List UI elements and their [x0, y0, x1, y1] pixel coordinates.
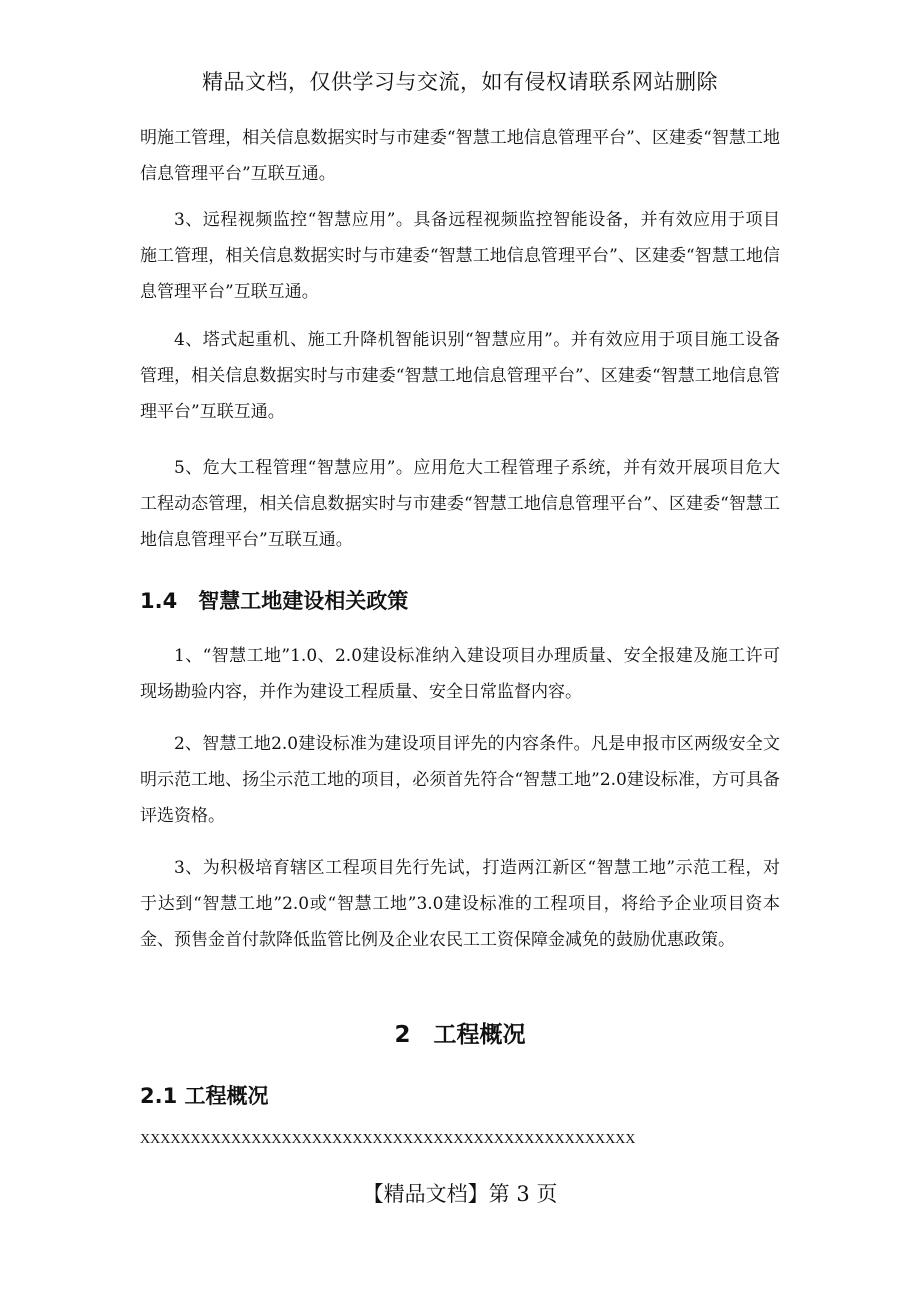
policy-paragraph-3: 3、为积极培育辖区工程项目先行先试，打造两江新区“智慧工地”示范工程，对于达到“智慧工地”2.0或“智慧工地”3.0建设标准的工程项目，将给予企业项目资本金、预售金首付款降低监管比例及企业农民工工资保障金减免的鼓励优惠政策。 [140, 858, 780, 950]
page-footer: 【精品文档】第 3 页 [362, 1182, 558, 1206]
section-heading-1-4: 1.4 智慧工地建设相关政策 [140, 589, 409, 613]
paragraph-item-4: 4、塔式起重机、施工升降机智能识别“智慧应用”。并有效应用于项目施工设备管理，相关信息数据实时与市建委“智慧工地信息管理平台”、区建委“智慧工地信息管理平台”互联互通。 [140, 330, 780, 422]
chapter-heading-2: 2 工程概况 [394, 1022, 526, 1048]
paragraph-continued: 明施工管理，相关信息数据实时与市建委“智慧工地信息管理平台”、区建委“智慧工地信息管理平台”互联互通。 [140, 128, 780, 184]
policy-paragraph-2: 2、智慧工地2.0建设标准为建设项目评先的内容条件。凡是申报市区两级安全文明示范工地、扬尘示范工地的项目，必须首先符合“智慧工地”2.0建设标准，方可具备评选资格。 [140, 734, 780, 826]
section-heading-2-1: 2.1 工程概况 [140, 1084, 269, 1108]
page-header-watermark: 精品文档，仅供学习与交流，如有侵权请联系网站删除 [202, 70, 718, 94]
policy-paragraph-1: 1、“智慧工地”1.0、2.0建设标准纳入建设项目办理质量、安全报建及施工许可现场勘验内容，并作为建设工程质量、安全日常监督内容。 [140, 646, 780, 702]
paragraph-item-5: 5、危大工程管理“智慧应用”。应用危大工程管理子系统，并有效开展项目危大工程动态管理，相关信息数据实时与市建委“智慧工地信息管理平台”、区建委“智慧工地信息管理平台”互联互通。 [140, 458, 780, 550]
placeholder-text-line: XXXXXXXXXXXXXXXXXXXXXXXXXXXXXXXXXXXXXXXXXXXXXXXXX [140, 1132, 636, 1147]
paragraph-item-3: 3、远程视频监控“智慧应用”。具备远程视频监控智能设备，并有效应用于项目施工管理，相关信息数据实时与市建委“智慧工地信息管理平台”、区建委“智慧工地信息管理平台”互联互通。 [140, 210, 780, 302]
